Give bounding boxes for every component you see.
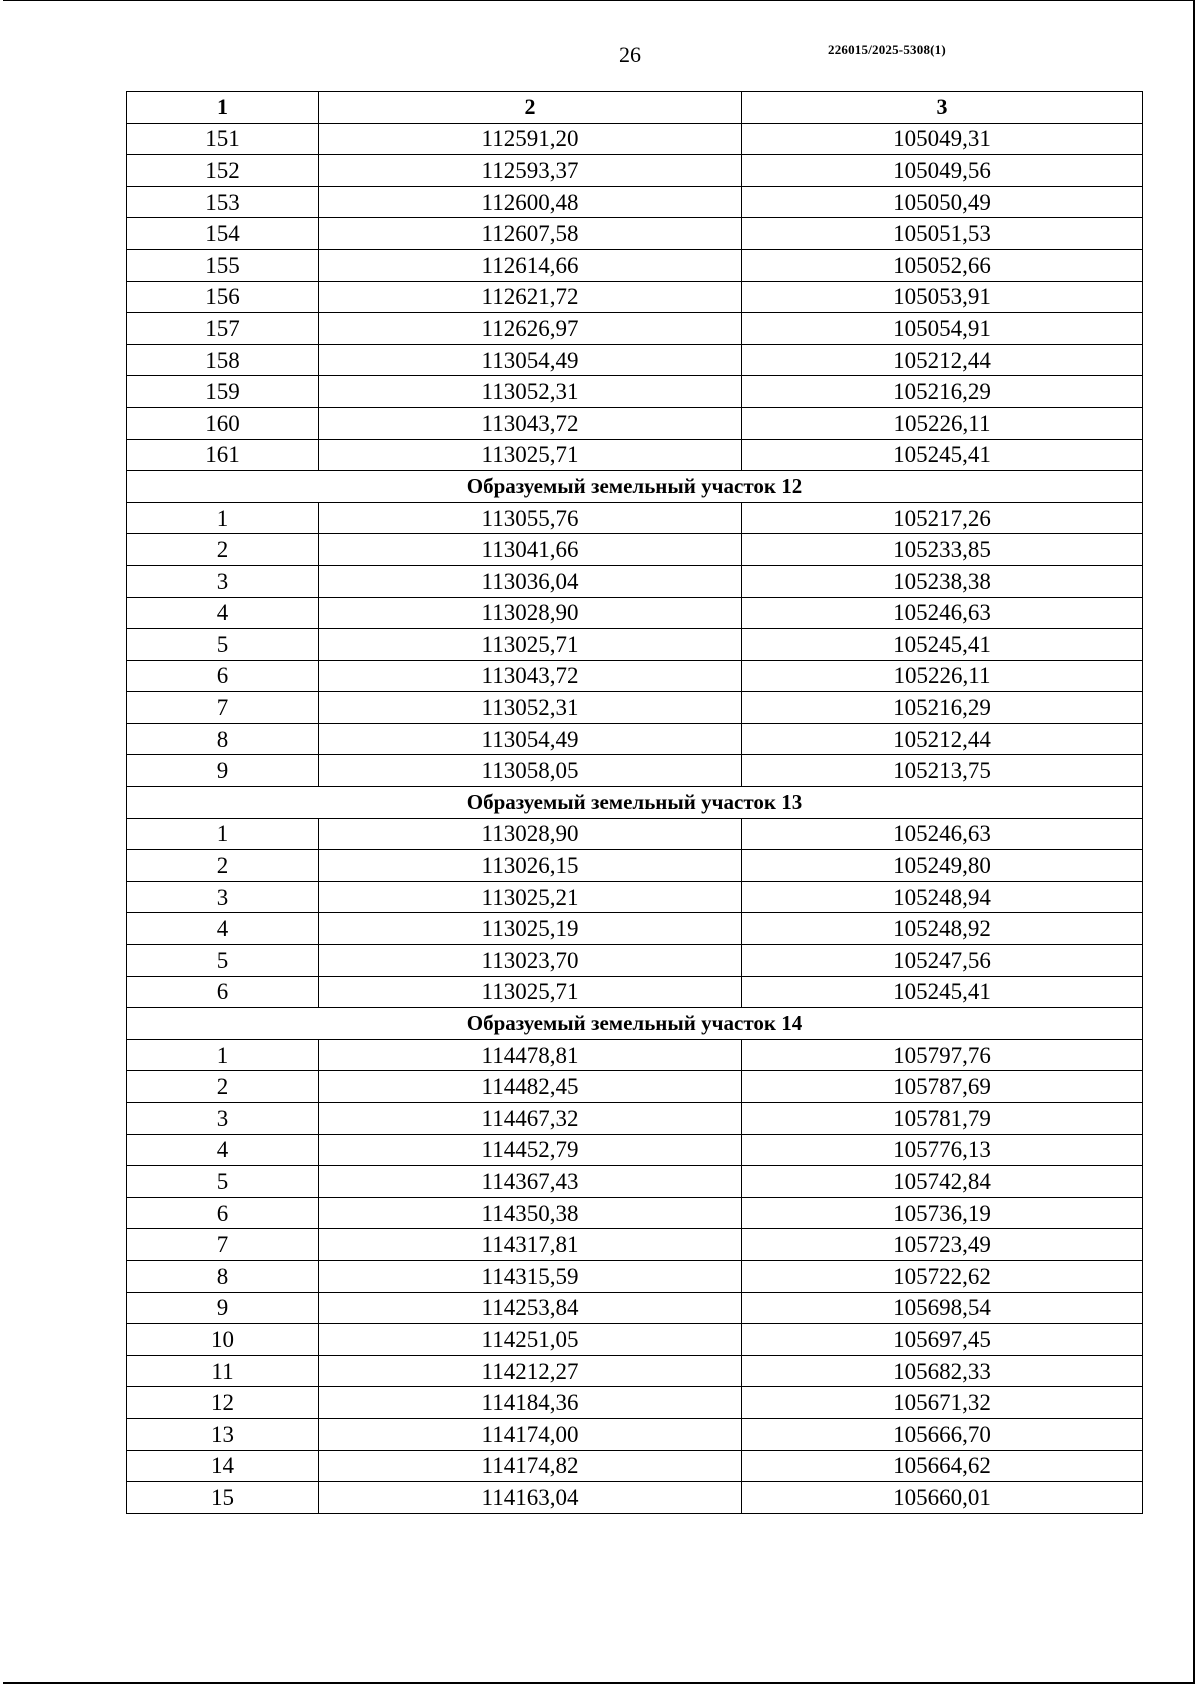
point-number-cell: 12 xyxy=(127,1387,319,1419)
table-row xyxy=(127,692,1143,724)
point-number-cell: 5 xyxy=(127,1166,319,1198)
y-coordinate-cell: 105246,63 xyxy=(742,818,1143,850)
table-row xyxy=(127,1355,1143,1387)
x-coordinate-cell: 114315,59 xyxy=(319,1260,742,1292)
section-title: Образуемый земельный участок 14 xyxy=(127,1008,1143,1040)
point-number-cell: 3 xyxy=(127,1103,319,1135)
x-coordinate-cell: 114174,00 xyxy=(319,1418,742,1450)
y-coordinate-cell: 105722,62 xyxy=(742,1260,1143,1292)
y-coordinate-cell: 105247,56 xyxy=(742,945,1143,977)
y-coordinate-cell: 105212,44 xyxy=(742,723,1143,755)
point-number-cell: 154 xyxy=(127,218,319,250)
table-row xyxy=(127,565,1143,597)
table-row xyxy=(127,881,1143,913)
y-coordinate-cell: 105238,38 xyxy=(742,565,1143,597)
x-coordinate-cell: 113023,70 xyxy=(319,945,742,977)
y-coordinate-cell: 105248,92 xyxy=(742,913,1143,945)
x-coordinate-cell: 112607,58 xyxy=(319,218,742,250)
y-coordinate-cell: 105682,33 xyxy=(742,1355,1143,1387)
point-number-cell: 4 xyxy=(127,913,319,945)
table-row xyxy=(127,1229,1143,1261)
x-coordinate-cell: 113054,49 xyxy=(319,344,742,376)
point-number-cell: 3 xyxy=(127,881,319,913)
point-number-cell: 158 xyxy=(127,344,319,376)
section-row xyxy=(127,1008,1143,1040)
x-coordinate-cell: 112593,37 xyxy=(319,155,742,187)
table-row xyxy=(127,755,1143,787)
table-row xyxy=(127,218,1143,250)
point-number-cell: 152 xyxy=(127,155,319,187)
x-coordinate-cell: 114174,82 xyxy=(319,1450,742,1482)
y-coordinate-cell: 105698,54 xyxy=(742,1292,1143,1324)
point-number-cell: 8 xyxy=(127,1260,319,1292)
table-header-row xyxy=(127,92,1143,124)
y-coordinate-cell: 105216,29 xyxy=(742,692,1143,724)
x-coordinate-cell: 114184,36 xyxy=(319,1387,742,1419)
y-coordinate-cell: 105213,75 xyxy=(742,755,1143,787)
y-coordinate-cell: 105697,45 xyxy=(742,1324,1143,1356)
table-row xyxy=(127,1166,1143,1198)
x-coordinate-cell: 113028,90 xyxy=(319,818,742,850)
x-coordinate-cell: 112614,66 xyxy=(319,249,742,281)
table-row xyxy=(127,376,1143,408)
y-coordinate-cell: 105246,63 xyxy=(742,597,1143,629)
x-coordinate-cell: 113036,04 xyxy=(319,565,742,597)
document-id: 226015/2025-5308(1) xyxy=(828,42,946,57)
point-number-cell: 4 xyxy=(127,597,319,629)
y-coordinate-cell: 105248,94 xyxy=(742,881,1143,913)
point-number-cell: 14 xyxy=(127,1450,319,1482)
section-row xyxy=(127,471,1143,503)
point-number-cell: 1 xyxy=(127,818,319,850)
column-header: 1 xyxy=(127,92,319,124)
page-number: 26 xyxy=(619,42,641,67)
point-number-cell: 2 xyxy=(127,534,319,566)
x-coordinate-cell: 114163,04 xyxy=(319,1482,742,1514)
point-number-cell: 15 xyxy=(127,1482,319,1514)
y-coordinate-cell: 105226,11 xyxy=(742,407,1143,439)
point-number-cell: 156 xyxy=(127,281,319,313)
y-coordinate-cell: 105787,69 xyxy=(742,1071,1143,1103)
table-row xyxy=(127,1450,1143,1482)
point-number-cell: 155 xyxy=(127,249,319,281)
x-coordinate-cell: 113054,49 xyxy=(319,723,742,755)
point-number-cell: 9 xyxy=(127,1292,319,1324)
y-coordinate-cell: 105245,41 xyxy=(742,976,1143,1008)
y-coordinate-cell: 105053,91 xyxy=(742,281,1143,313)
table-row xyxy=(127,1071,1143,1103)
coordinates-table xyxy=(126,91,1143,1514)
table-row xyxy=(127,1134,1143,1166)
x-coordinate-cell: 113043,72 xyxy=(319,407,742,439)
table-row xyxy=(127,344,1143,376)
y-coordinate-cell: 105660,01 xyxy=(742,1482,1143,1514)
table-row xyxy=(127,123,1143,155)
table-row xyxy=(127,629,1143,661)
x-coordinate-cell: 114482,45 xyxy=(319,1071,742,1103)
x-coordinate-cell: 113025,19 xyxy=(319,913,742,945)
x-coordinate-cell: 114251,05 xyxy=(319,1324,742,1356)
x-coordinate-cell: 114350,38 xyxy=(319,1197,742,1229)
y-coordinate-cell: 105054,91 xyxy=(742,313,1143,345)
y-coordinate-cell: 105723,49 xyxy=(742,1229,1143,1261)
x-coordinate-cell: 112626,97 xyxy=(319,313,742,345)
y-coordinate-cell: 105776,13 xyxy=(742,1134,1143,1166)
table-row xyxy=(127,1482,1143,1514)
point-number-cell: 11 xyxy=(127,1355,319,1387)
x-coordinate-cell: 113055,76 xyxy=(319,502,742,534)
y-coordinate-cell: 105049,56 xyxy=(742,155,1143,187)
table-row xyxy=(127,976,1143,1008)
x-coordinate-cell: 114467,32 xyxy=(319,1103,742,1135)
y-coordinate-cell: 105781,79 xyxy=(742,1103,1143,1135)
table-row xyxy=(127,534,1143,566)
y-coordinate-cell: 105217,26 xyxy=(742,502,1143,534)
table-row xyxy=(127,913,1143,945)
table-row xyxy=(127,186,1143,218)
x-coordinate-cell: 113025,21 xyxy=(319,881,742,913)
x-coordinate-cell: 113052,31 xyxy=(319,692,742,724)
x-coordinate-cell: 114317,81 xyxy=(319,1229,742,1261)
y-coordinate-cell: 105249,80 xyxy=(742,850,1143,882)
table-row xyxy=(127,850,1143,882)
point-number-cell: 10 xyxy=(127,1324,319,1356)
x-coordinate-cell: 113026,15 xyxy=(319,850,742,882)
x-coordinate-cell: 113025,71 xyxy=(319,976,742,1008)
table-row xyxy=(127,249,1143,281)
table-row xyxy=(127,1418,1143,1450)
y-coordinate-cell: 105212,44 xyxy=(742,344,1143,376)
x-coordinate-cell: 113058,05 xyxy=(319,755,742,787)
table-row xyxy=(127,1039,1143,1071)
section-title: Образуемый земельный участок 12 xyxy=(127,471,1143,503)
x-coordinate-cell: 114253,84 xyxy=(319,1292,742,1324)
y-coordinate-cell: 105226,11 xyxy=(742,660,1143,692)
x-coordinate-cell: 112600,48 xyxy=(319,186,742,218)
table-row xyxy=(127,1324,1143,1356)
point-number-cell: 8 xyxy=(127,723,319,755)
x-coordinate-cell: 113043,72 xyxy=(319,660,742,692)
y-coordinate-cell: 105049,31 xyxy=(742,123,1143,155)
point-number-cell: 6 xyxy=(127,660,319,692)
table-row xyxy=(127,597,1143,629)
point-number-cell: 1 xyxy=(127,502,319,534)
x-coordinate-cell: 112621,72 xyxy=(319,281,742,313)
x-coordinate-cell: 114367,43 xyxy=(319,1166,742,1198)
table-row xyxy=(127,945,1143,977)
section-row xyxy=(127,787,1143,819)
table-row xyxy=(127,502,1143,534)
column-header: 2 xyxy=(319,92,742,124)
x-coordinate-cell: 113028,90 xyxy=(319,597,742,629)
column-header: 3 xyxy=(742,92,1143,124)
table-row xyxy=(127,407,1143,439)
y-coordinate-cell: 105051,53 xyxy=(742,218,1143,250)
y-coordinate-cell: 105233,85 xyxy=(742,534,1143,566)
y-coordinate-cell: 105052,66 xyxy=(742,249,1143,281)
x-coordinate-cell: 112591,20 xyxy=(319,123,742,155)
y-coordinate-cell: 105797,76 xyxy=(742,1039,1143,1071)
point-number-cell: 160 xyxy=(127,407,319,439)
point-number-cell: 151 xyxy=(127,123,319,155)
point-number-cell: 153 xyxy=(127,186,319,218)
point-number-cell: 9 xyxy=(127,755,319,787)
point-number-cell: 3 xyxy=(127,565,319,597)
section-title: Образуемый земельный участок 13 xyxy=(127,787,1143,819)
point-number-cell: 5 xyxy=(127,629,319,661)
table-row xyxy=(127,1387,1143,1419)
point-number-cell: 2 xyxy=(127,850,319,882)
table-body xyxy=(127,123,1143,1513)
point-number-cell: 2 xyxy=(127,1071,319,1103)
y-coordinate-cell: 105736,19 xyxy=(742,1197,1143,1229)
table-row xyxy=(127,439,1143,471)
x-coordinate-cell: 113025,71 xyxy=(319,629,742,661)
table-row xyxy=(127,1103,1143,1135)
point-number-cell: 4 xyxy=(127,1134,319,1166)
point-number-cell: 7 xyxy=(127,692,319,724)
y-coordinate-cell: 105245,41 xyxy=(742,439,1143,471)
point-number-cell: 5 xyxy=(127,945,319,977)
point-number-cell: 157 xyxy=(127,313,319,345)
x-coordinate-cell: 113025,71 xyxy=(319,439,742,471)
point-number-cell: 7 xyxy=(127,1229,319,1261)
table-row xyxy=(127,281,1143,313)
y-coordinate-cell: 105050,49 xyxy=(742,186,1143,218)
table-row xyxy=(127,818,1143,850)
point-number-cell: 1 xyxy=(127,1039,319,1071)
y-coordinate-cell: 105216,29 xyxy=(742,376,1143,408)
y-coordinate-cell: 105666,70 xyxy=(742,1418,1143,1450)
x-coordinate-cell: 114478,81 xyxy=(319,1039,742,1071)
table-row xyxy=(127,660,1143,692)
y-coordinate-cell: 105245,41 xyxy=(742,629,1143,661)
point-number-cell: 161 xyxy=(127,439,319,471)
table-row xyxy=(127,313,1143,345)
table-row xyxy=(127,1197,1143,1229)
point-number-cell: 159 xyxy=(127,376,319,408)
y-coordinate-cell: 105742,84 xyxy=(742,1166,1143,1198)
y-coordinate-cell: 105671,32 xyxy=(742,1387,1143,1419)
table-row xyxy=(127,723,1143,755)
x-coordinate-cell: 114452,79 xyxy=(319,1134,742,1166)
table-row xyxy=(127,1260,1143,1292)
point-number-cell: 6 xyxy=(127,976,319,1008)
x-coordinate-cell: 113052,31 xyxy=(319,376,742,408)
table-row xyxy=(127,155,1143,187)
x-coordinate-cell: 114212,27 xyxy=(319,1355,742,1387)
point-number-cell: 6 xyxy=(127,1197,319,1229)
x-coordinate-cell: 113041,66 xyxy=(319,534,742,566)
point-number-cell: 13 xyxy=(127,1418,319,1450)
table-row xyxy=(127,1292,1143,1324)
y-coordinate-cell: 105664,62 xyxy=(742,1450,1143,1482)
